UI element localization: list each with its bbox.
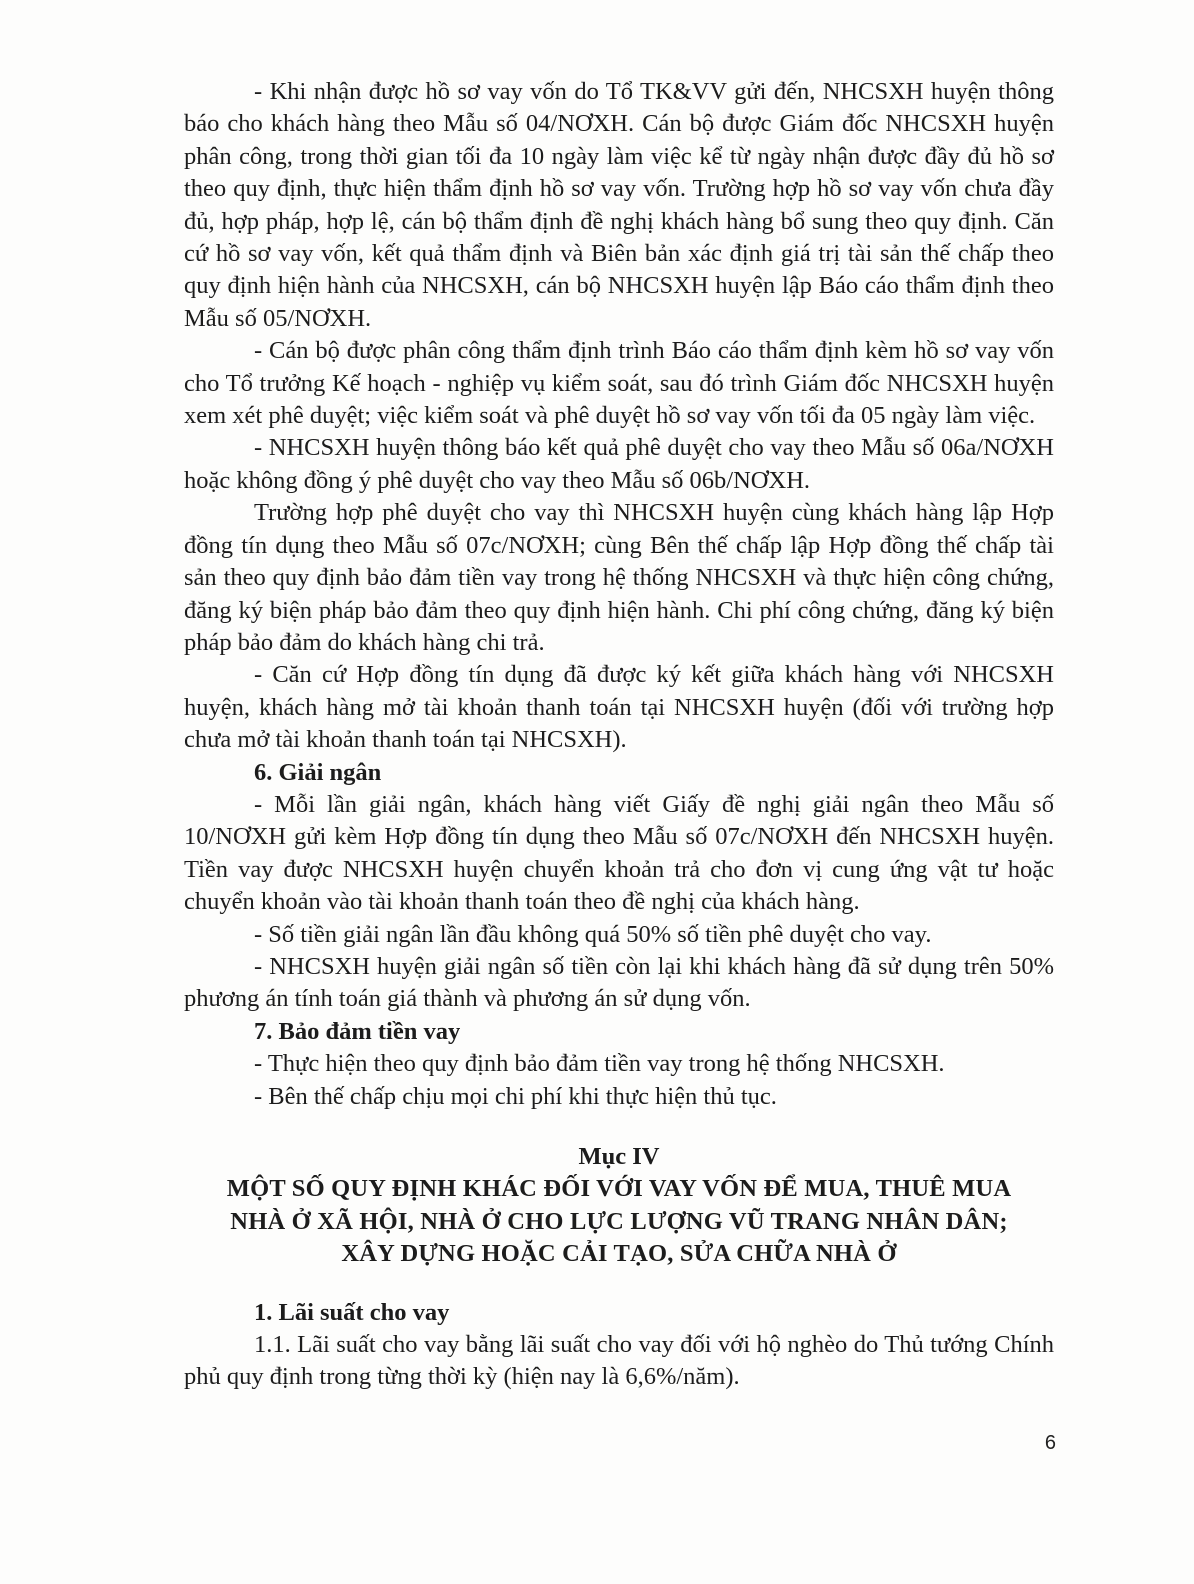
paragraph-payment-account: - Căn cứ Hợp đồng tín dụng đã được ký kết giữa khách hàng với NHCSXH huyện, khách hàng mở tài khoản thanh toán tại NHCSXH huyện (đối với trường hợp chưa mở tài khoản thanh toán tại NHCSXH).: [184, 661, 1054, 754]
paragraph-loan-dossier-receipt: - Khi nhận được hồ sơ vay vốn do Tổ TK&VV gửi đến, NHCSXH huyện thông báo cho khách hàng theo Mẫu số 04/NƠXH. Cán bộ được Giám đốc NHCSXH huyện phân công, trong thời gian tối đa 10 ngày làm việc kể từ ngày nhận được đầy đủ hồ sơ theo quy định, thực hiện thẩm định hồ sơ vay vốn. Trường hợp hồ sơ vay vốn chưa đầy đủ, hợp pháp, hợp lệ, cán bộ thẩm định đề nghị khách hàng bổ sung theo quy định. Căn cứ hồ sơ vay vốn, kết quả thẩm định và Biên bản xác định giá trị tài sản thế chấp theo quy định hiện hành của NHCSXH, cán bộ NHCSXH huyện lập Báo cáo thẩm định theo Mẫu số 05/NƠXH.: [184, 78, 1054, 332]
paragraph-remaining-disbursement: - NHCSXH huyện giải ngân số tiền còn lại khi khách hàng đã sử dụng trên 50% phương án tính toán giá thành và phương án sử dụng vốn.: [184, 952, 1054, 1013]
paragraph-security-regulation: - Thực hiện theo quy định bảo đảm tiền vay trong hệ thống NHCSXH.: [254, 1050, 945, 1078]
heading-loan-security: 7. Bảo đảm tiền vay: [254, 1017, 461, 1045]
section-title-line: NHÀ Ở XÃ HỘI, NHÀ Ở CHO LỰC LƯỢNG VŨ TRANG NHÂN DÂN;: [230, 1207, 1008, 1235]
paragraph-credit-contract: Trường hợp phê duyệt cho vay thì NHCSXH huyện cùng khách hàng lập Hợp đồng tín dụng theo Mẫu số 07c/NƠXH; cùng Bên thế chấp lập Hợp đồng thế chấp tài sản theo quy định bảo đảm tiền vay trong hệ thống NHCSXH và thực hiện công chứng, đăng ký biện pháp bảo đảm theo quy định hiện hành. Chi phí công chứng, đăng ký biện pháp bảo đảm do khách hàng chi trả.: [184, 499, 1054, 656]
paragraph-mortgagor-costs: - Bên thế chấp chịu mọi chi phí khi thực hiện thủ tục.: [254, 1082, 777, 1110]
paragraph-appraisal-approval: - Cán bộ được phân công thẩm định trình Báo cáo thẩm định kèm hồ sơ vay vốn cho Tổ trưởng Kế hoạch - nghiệp vụ kiểm soát, sau đó trình Giám đốc NHCSXH huyện xem xét phê duyệt; việc kiểm soát và phê duyệt hồ sơ vay vốn tối đa 05 ngày làm việc.: [184, 337, 1054, 430]
section-label: Mục IV: [578, 1143, 660, 1170]
paragraph-first-disbursement: - Số tiền giải ngân lần đầu không quá 50% số tiền phê duyệt cho vay.: [254, 920, 932, 948]
section-title-line: MỘT SỐ QUY ĐỊNH KHÁC ĐỐI VỚI VAY VỐN ĐỂ MUA, THUÊ MUA: [226, 1175, 1012, 1203]
section-heading: [184, 1141, 1054, 1271]
page-number: 6: [1044, 1432, 1056, 1454]
heading-interest-rate: 1. Lãi suất cho vay: [254, 1298, 450, 1326]
heading-disbursement: 6. Giải ngân: [254, 758, 382, 786]
document-body: [184, 76, 1054, 1394]
paragraph-interest-rate: 1.1. Lãi suất cho vay bằng lãi suất cho vay đối với hộ nghèo do Thủ tướng Chính phủ quy định trong từng thời kỳ (hiện nay là 6,6%/năm).: [184, 1331, 1054, 1391]
section-title-line: XÂY DỰNG HOẶC CẢI TẠO, SỬA CHỮA NHÀ Ở: [341, 1240, 897, 1268]
paragraph-approval-notice: - NHCSXH huyện thông báo kết quả phê duyệt cho vay theo Mẫu số 06a/NƠXH hoặc không đồng ý phê duyệt cho vay theo Mẫu số 06b/NƠXH.: [184, 434, 1054, 494]
paragraph-disbursement-request: - Mỗi lần giải ngân, khách hàng viết Giấy đề nghị giải ngân theo Mẫu số 10/NƠXH gửi kèm Hợp đồng tín dụng theo Mẫu số 07c/NƠXH đến NHCSXH huyện. Tiền vay được NHCSXH huyện chuyển khoản trả cho đơn vị cung ứng vật tư hoặc chuyển khoản vào tài khoản thanh toán theo đề nghị của khách hàng.: [184, 790, 1054, 916]
